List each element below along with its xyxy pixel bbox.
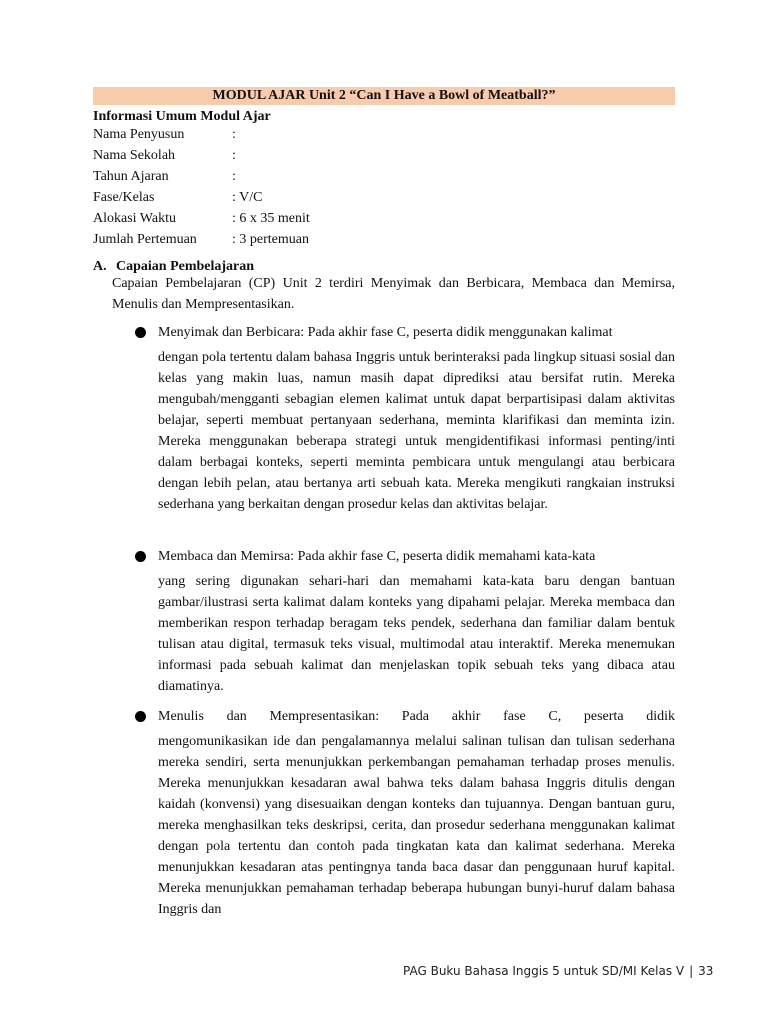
info-table <box>93 124 310 250</box>
bullet-icon <box>135 711 146 722</box>
info-value: : <box>232 127 236 142</box>
info-value: : 3 pertemuan <box>232 232 309 247</box>
page-footer <box>403 964 713 978</box>
footer-text: PAG Buku Bahasa Inggis 5 untuk SD/MI Kelas V <box>403 964 685 978</box>
section-a-intro: Capaian Pembelajaran (CP) Unit 2 terdiri Menyimak dan Berbicara, Membaca dan Memirsa, Menulis dan Mempresentasikan. <box>112 276 675 312</box>
bullet-icon <box>135 327 146 338</box>
page-number: 33 <box>698 964 714 978</box>
footer-separator: | <box>689 964 694 978</box>
info-row-jumlah-pertemuan <box>93 229 310 250</box>
section-title: Capaian Pembelajaran <box>116 259 255 274</box>
info-label: Tahun Ajaran <box>93 169 169 184</box>
info-row-tahun-ajaran <box>93 166 310 187</box>
info-value: : <box>232 169 236 184</box>
info-label: Nama Sekolah <box>93 148 176 163</box>
bullet-text <box>158 322 675 515</box>
bullet-body: yang sering digunakan sehari-hari dan memahami kata-kata baru dengan bantuan gambar/ilustrasi serta kalimat dalam konteks yang dipahami pelajar. Mereka membaca dan memberikan respon terhadap beragam teks pendek, sederhana dan familiar dalam bentuk tulisan atau digital, termasuk teks visual, multimodal atau interaktif. Mereka menemukan informasi pada sebuah kalimat dan menjelaskan topik sebuah teks yang dibaca atau diamatinya. <box>158 574 675 694</box>
info-row-alokasi-waktu <box>93 208 310 229</box>
info-label: Alokasi Waktu <box>93 211 176 226</box>
info-label: Jumlah Pertemuan <box>93 232 197 247</box>
bullet-membaca-memirsa <box>135 546 675 697</box>
bullet-menulis-mempresentasikan <box>135 706 675 920</box>
bullet-body: mengomunikasikan ide dan pengalamannya melalui salinan tulisan dan tulisan sederhana mereka sendiri, serta menunjukkan perkembangan pemahaman terhadap proses menulis. Mereka menunjukkan kesadaran awal bahwa teks dalam bahasa Inggris ditulis dengan kaidah (konvensi) yang disesuaikan dengan konteks dan tujuannya. Dengan bantuan guru, mereka menghasilkan teks deskripsi, cerita, dan prosedur sederhana menggunakan kalimat dengan pola tertentu dan contoh pada tingkatan kata dan kalimat sederhana. Mereka menunjukkan kesadaran atas pentingnya tanda baca dasar dan penggunaan huruf kapital. Mereka menunjukkan pemahaman terhadap beberapa hubungan bunyi-huruf dalam bahasa Inggris dan <box>158 734 675 917</box>
info-label: Fase/Kelas <box>93 190 155 205</box>
bullet-first-line: Membaca dan Memirsa: Pada akhir fase C, peserta didik memahami kata-kata <box>158 549 596 564</box>
info-label: Nama Penyusun <box>93 127 185 142</box>
info-value: : <box>232 148 236 163</box>
bullet-menyimak-berbicara <box>135 322 675 515</box>
bullet-first-line: Menulis dan Mempresentasikan: Pada akhir fase C, peserta didik <box>158 709 675 724</box>
bullet-body: dengan pola tertentu dalam bahasa Inggris untuk berinteraksi pada lingkup situasi sosial dan kelas yang makin luas, namun masih dapat diprediksi atau bersifat rutin. Mereka mengubah/mengganti sebagian elemen kalimat untuk dapat berpartisipasi dalam aktivitas belajar, seperti membuat pertanyaan sederhana, meminta klarifikasi dan meminta izin. Mereka menggunakan beberapa strategi untuk mengidentifikasi informasi penting/inti dalam berbagai konteks, seperti meminta pembicara untuk mengulangi atau berbicara dengan lebih pelan, atau bertanya arti sebuah kata. Mereka mengikuti rangkaian instruksi sederhana yang berkaitan dengan prosedur kelas dan aktivitas belajar. <box>158 350 675 512</box>
module-title: MODUL AJAR Unit 2 “Can I Have a Bowl of Meatball?” <box>93 87 675 105</box>
bullet-text <box>158 546 675 697</box>
info-value: : V/C <box>232 190 263 205</box>
info-row-nama-penyusun <box>93 124 310 145</box>
info-value: : 6 x 35 menit <box>232 211 310 226</box>
info-heading: Informasi Umum Modul Ajar <box>93 109 271 124</box>
bullet-text <box>158 706 675 920</box>
info-row-nama-sekolah <box>93 145 310 166</box>
info-row-fase-kelas <box>93 187 310 208</box>
section-number: A. <box>93 259 107 274</box>
bullet-first-line: Menyimak dan Berbicara: Pada akhir fase C, peserta didik menggunakan kalimat <box>158 325 613 340</box>
bullet-icon <box>135 551 146 562</box>
